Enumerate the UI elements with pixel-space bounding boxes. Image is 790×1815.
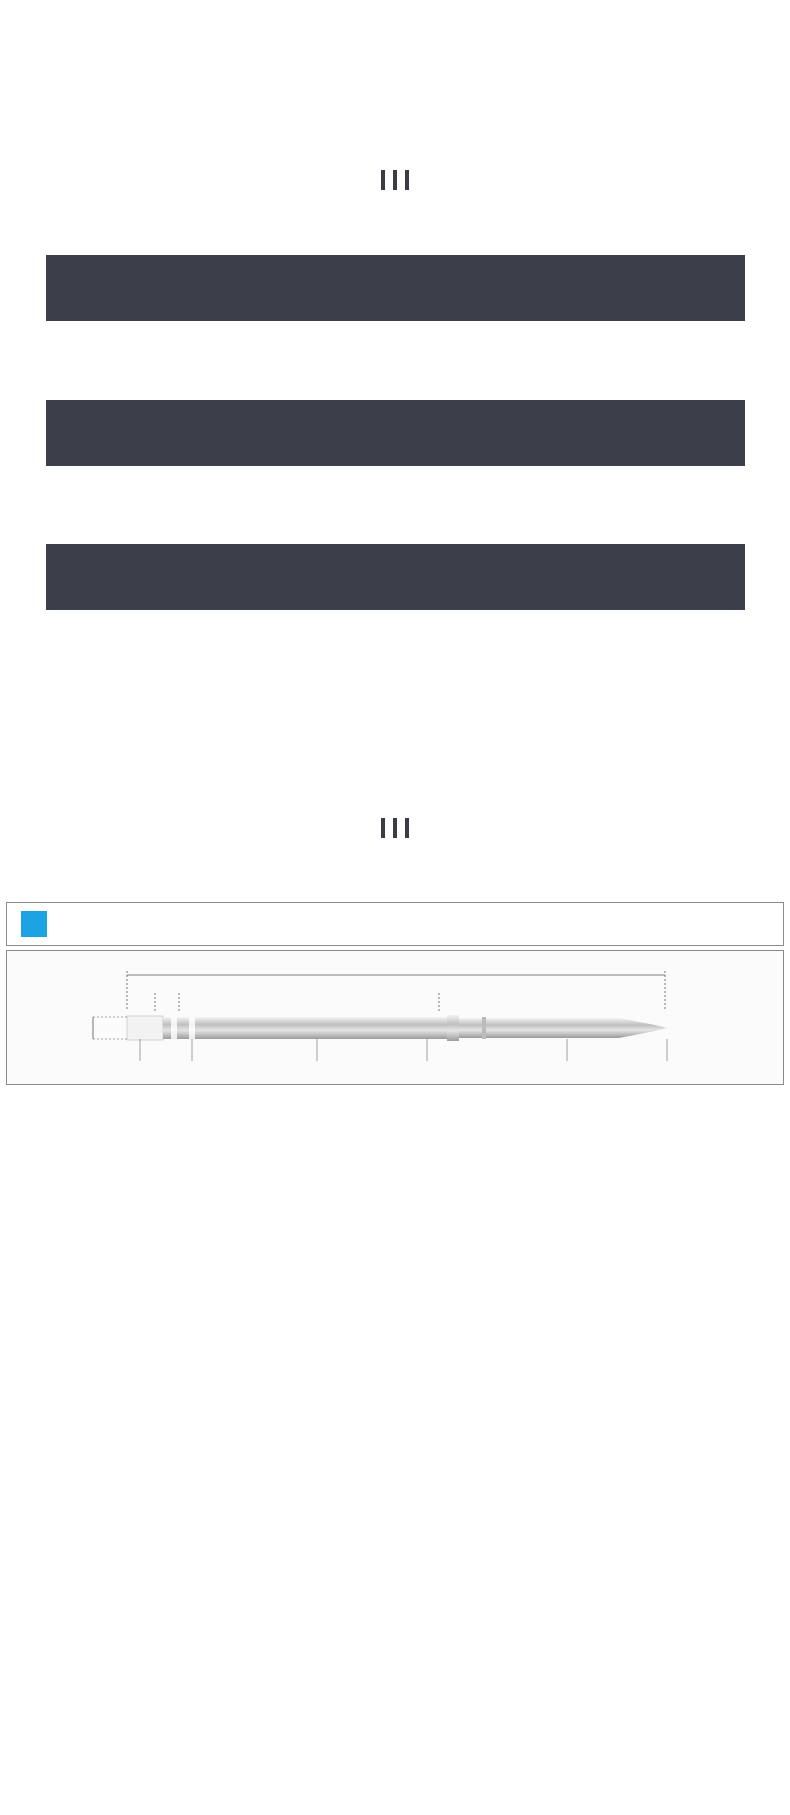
feature-item-4	[46, 472, 745, 538]
feature-item-1	[46, 255, 745, 321]
section2-divider-icon	[0, 818, 790, 842]
tip-catalog	[6, 902, 784, 1810]
feature-item-5	[46, 544, 745, 610]
iron-tip-diagram	[6, 950, 784, 1085]
total-length-arrow-icon	[7, 951, 785, 1086]
feature-item-2	[46, 327, 745, 393]
feature-item-3	[46, 400, 745, 466]
catalog-header-square-icon	[21, 911, 47, 937]
catalog-header	[6, 902, 784, 946]
section1-divider-icon	[0, 170, 790, 194]
